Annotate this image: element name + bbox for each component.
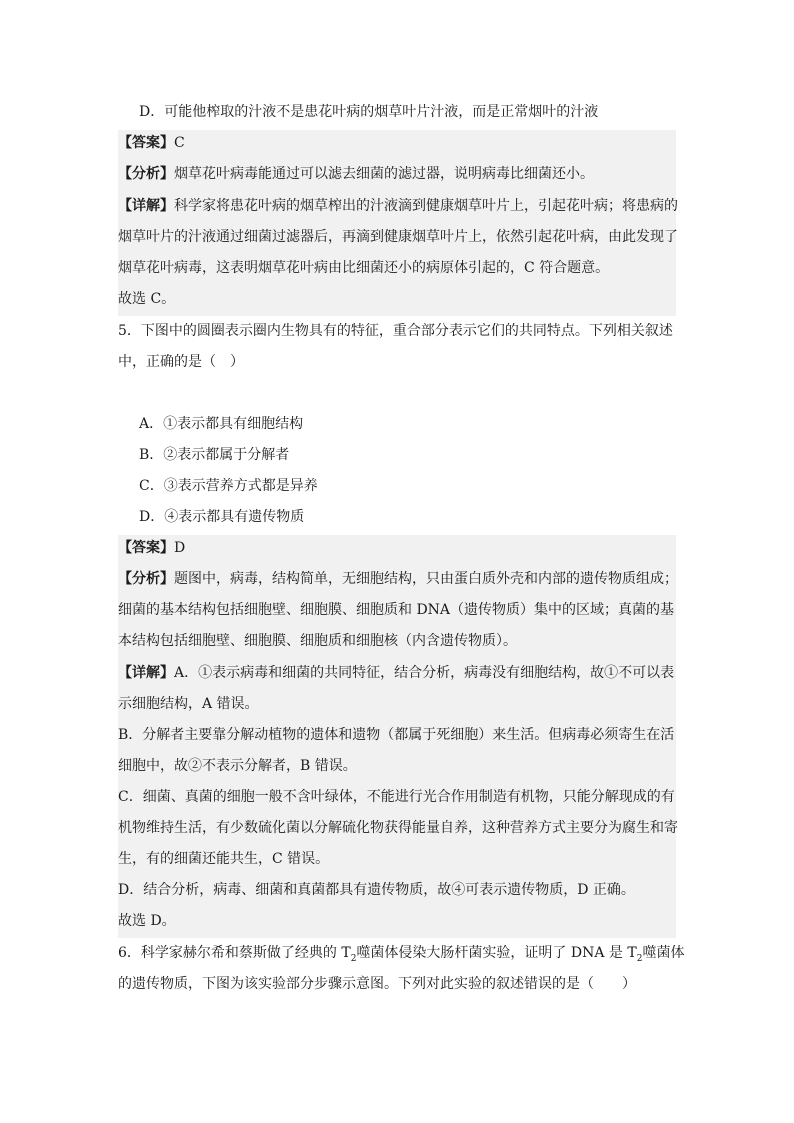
q6-stem-line-2: 的遗传物质，下图为该实验部分步骤示意图。下列对此实验的叙述错误的是（ ）: [118, 976, 636, 992]
q5-detail-line-1: [118, 663, 678, 683]
q5-option-b: B．②表示都属于分解者: [139, 447, 290, 463]
q5-conclusion: 故选 D。: [118, 913, 176, 929]
detail-text: 科学家将患花叶病的烟草榨出的汁液滴到健康烟草叶片上，引起花叶病；将患病的: [174, 198, 678, 214]
q5-detail-line-6: 机物维持生活，有少数硫化菌以分解硫化物获得能量自养，这种营养方式主要分为腐生和寄: [118, 820, 678, 836]
q5-detail-line-3: B．分解者主要靠分解动植物的遗体和遗物（都属于死细胞）来生活。但病毒必须寄生在活: [118, 727, 675, 743]
detail-label: 【详解】: [118, 665, 174, 681]
q5-detail-line-5: C．细菌、真菌的细胞一般不含叶绿体，不能进行光合作用制造有机物，只能分解现成的有: [118, 789, 675, 805]
analysis-label: 【分析】: [118, 166, 174, 182]
q5-stem-line-1: 5．下图中的圆圈表示圈内生物具有的特征，重合部分表示它们的共同特点。下列相关叙述: [118, 323, 673, 339]
q4-conclusion: 故选 C。: [118, 291, 176, 307]
q5-detail-line-7: 生，有的细菌还能共生，C 错误。: [118, 851, 330, 867]
detail-label: 【详解】: [118, 198, 174, 214]
q5-detail-line-4: 细胞中，故②不表示分解者，B 错误。: [118, 758, 357, 774]
q5-answer: [118, 538, 678, 558]
q5-analysis-line-2: 细菌的基本结构包括细胞壁、细胞膜、细胞质和 DNA（遗传物质）集中的区域；真菌的基: [118, 602, 675, 618]
q6-stem-part-c: 噬菌体: [642, 945, 685, 961]
q4-detail-line-1: [118, 196, 678, 216]
q5-analysis-line-1: [118, 569, 678, 589]
analysis-label: 【分析】: [118, 571, 174, 587]
q6-subscript-1: 2: [350, 953, 357, 964]
detail-text: A．①表示病毒和细菌的共同特征，结合分析，病毒没有细胞结构，故①不可以表: [174, 665, 675, 681]
q6-subscript-2: 2: [636, 953, 643, 964]
q5-stem-line-2: 中，正确的是（ ）: [118, 354, 244, 370]
q4-answer: [118, 133, 678, 153]
answer-label: 【答案】: [118, 540, 174, 556]
analysis-text: 题图中，病毒，结构简单，无细胞结构，只由蛋白质外壳和内部的遗传物质组成；: [174, 571, 678, 587]
q6-stem-line-1: [118, 943, 685, 964]
q4-detail-line-2: 烟草叶片的汁液通过细菌过滤器后，再滴到健康烟草叶片上，依然引起花叶病，由此发现了: [118, 229, 678, 245]
answer-value: D: [174, 540, 186, 556]
answer-value: C: [174, 135, 185, 151]
q4-analysis: [118, 164, 678, 184]
q5-option-a: A．①表示都具有细胞结构: [139, 416, 304, 432]
q5-detail-line-8: D．结合分析，病毒、细菌和真菌都具有遗传物质，故④可表示遗传物质，D 正确。: [118, 882, 635, 898]
q5-analysis-line-3: 本结构包括细胞壁、细胞膜、细胞质和细胞核（内含遗传物质）。: [118, 633, 517, 649]
answer-label: 【答案】: [118, 135, 174, 151]
q6-stem-part-a: 6．科学家赫尔希和蔡斯做了经典的 T: [118, 945, 351, 961]
q4-detail-line-3: 烟草花叶病毒，这表明烟草花叶病由比细菌还小的病原体引起的，C 符合题意。: [118, 260, 610, 276]
q5-option-d: D．④表示都具有遗传物质: [139, 509, 305, 525]
q5-detail-line-2: 示细胞结构，A 错误。: [118, 696, 259, 712]
q6-stem-part-b: 噬菌体侵染大肠杆菌实验，证明了 DNA 是 T: [356, 945, 637, 961]
q5-option-c: C．③表示营养方式都是异养: [139, 478, 318, 494]
q4-option-d: D．可能他榨取的汁液不是患花叶病的烟草叶片汁液，而是正常烟叶的汁液: [139, 104, 599, 120]
analysis-text: 烟草花叶病毒能通过可以滤去细菌的滤过器，说明病毒比细菌还小。: [174, 166, 594, 182]
